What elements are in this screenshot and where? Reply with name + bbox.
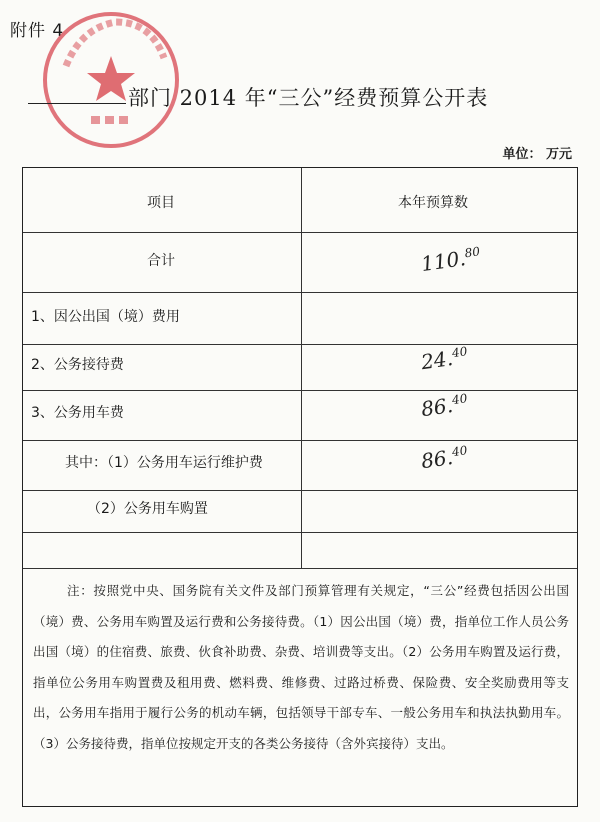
attachment-label: 附件 4 — [10, 21, 65, 41]
handwritten-value: 86.40 — [419, 443, 469, 474]
row-label: 合计 — [147, 253, 175, 269]
handwritten-value: 86.40 — [419, 391, 469, 422]
table-row — [23, 390, 577, 441]
handwritten-value: 110.80 — [419, 244, 481, 277]
row-label: （2）公务用车购置 — [87, 501, 208, 517]
col-header-item: 项目 — [147, 195, 175, 211]
table-row — [23, 344, 577, 391]
department-blank-line — [28, 103, 126, 104]
table-row-empty — [23, 532, 577, 569]
table-row — [23, 232, 577, 293]
table-note: 注：按照党中央、国务院有关文件及部门预算管理有关规定，“三公”经费包括因公出国（境）费、公务用车购置及运行费和公务接待费。（1）因公出国（境）费，指单位工作人员公务出国（境）的住宿费、旅费、伙食补助费、杂费、培训费等支出。（2）公务用车购置及运行费，指单位公务用车购置费及租用费、燃料费、维修费、过路过桥费、保险费、安全奖励费用等支出，公务用车指用于履行公务的机动车辆，包括领导干部专车、一般公务用车和执法执勤用车。（3）公务接待费，指单位按规定开支的各类公务接待（含外宾接待）支出。 — [33, 583, 569, 751]
col-header-budget: 本年预算数 — [398, 195, 468, 211]
row-label: 其中：（1）公务用车运行维护费 — [65, 455, 263, 471]
row-label: 1、因公出国（境）费用 — [31, 309, 180, 325]
table-header-row — [23, 168, 577, 233]
handwritten-value: 24.40 — [419, 344, 469, 375]
table-row — [23, 440, 577, 491]
budget-table — [22, 167, 578, 807]
table-row — [23, 292, 577, 345]
row-label: 3、公务用车费 — [31, 405, 124, 421]
page-title: 部门 2014 年“三公”经费预算公开表 — [128, 86, 489, 110]
table-row — [23, 490, 577, 533]
row-label: 2、公务接待费 — [31, 357, 124, 373]
unit-label: 单位： 万元 — [502, 147, 572, 162]
